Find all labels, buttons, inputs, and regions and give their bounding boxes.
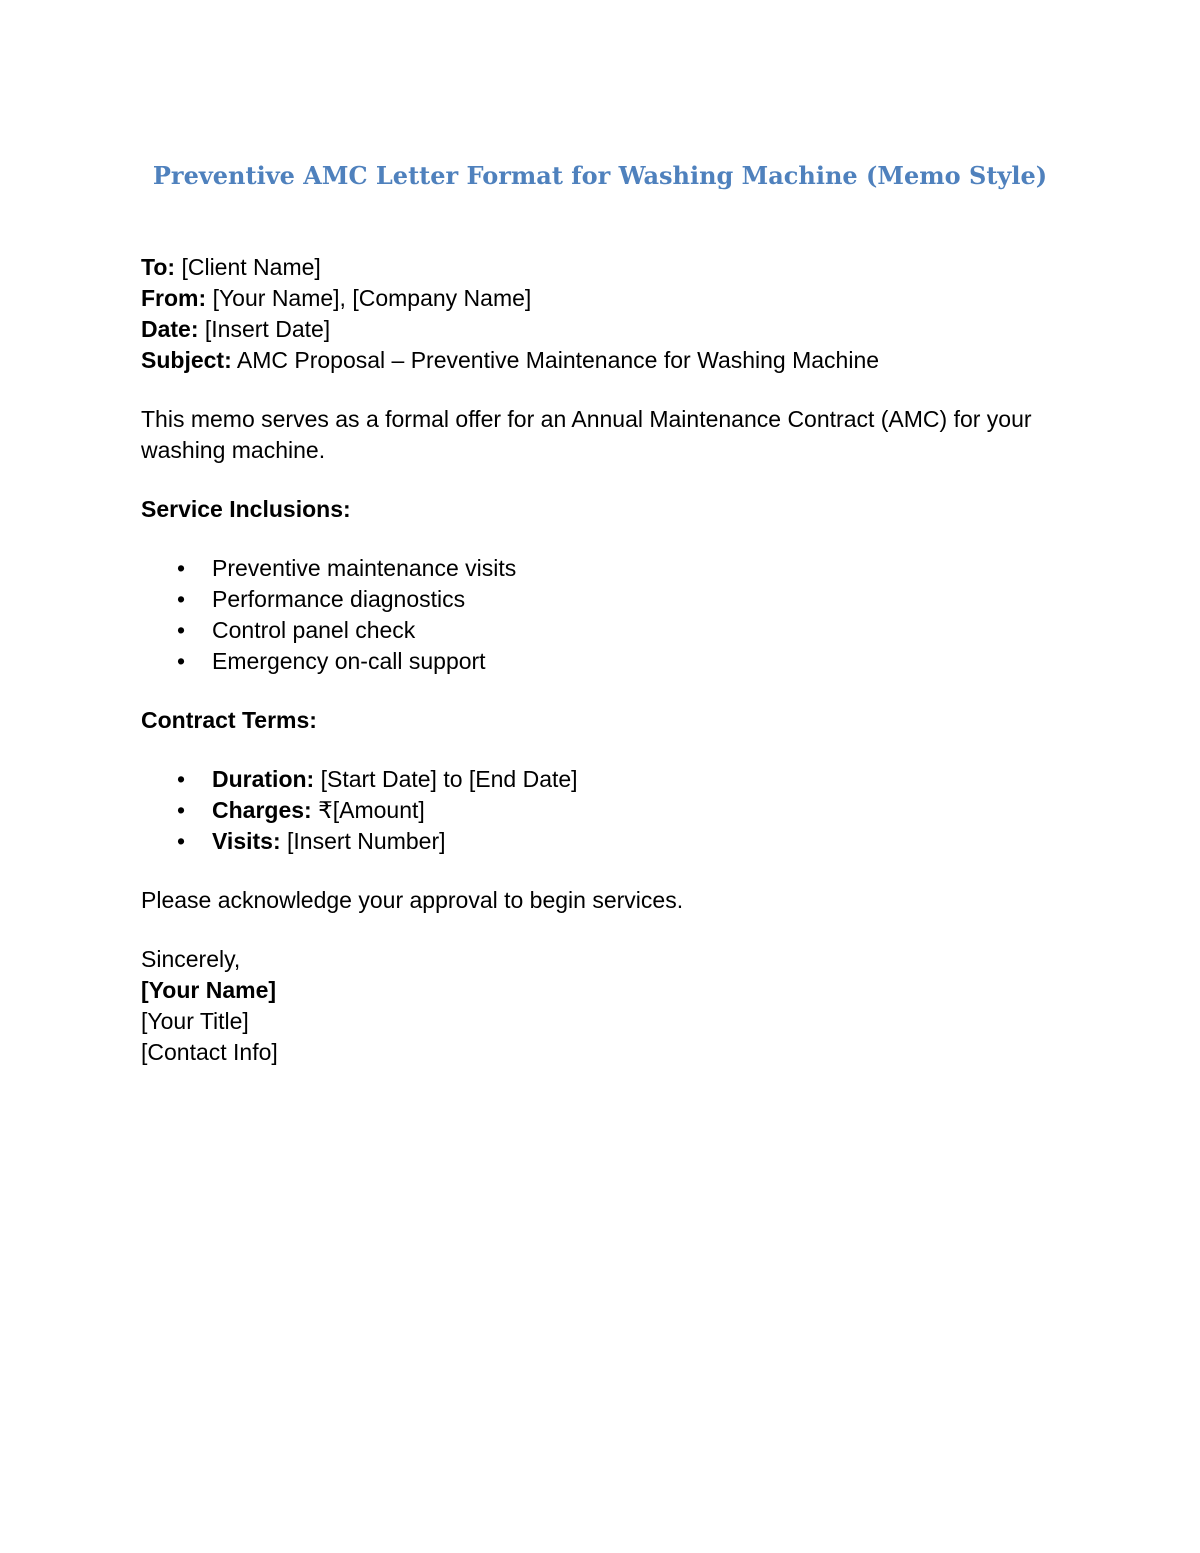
memo-from-line	[141, 283, 1061, 314]
list-item	[141, 764, 1061, 795]
closing-request: Please acknowledge your approval to begin services.	[141, 887, 684, 913]
list-item-text: Control panel check	[212, 617, 416, 643]
bullet-icon: •	[176, 797, 186, 823]
list-item-text: Emergency on-call support	[212, 648, 486, 674]
memo-date-line	[141, 314, 1061, 345]
bullet-icon: •	[176, 648, 186, 674]
bullet-icon: •	[176, 766, 186, 792]
date-value: [Insert Date]	[204, 316, 331, 342]
subject-value: AMC Proposal – Preventive Maintenance for Washing Machine	[236, 347, 880, 373]
list-item	[141, 826, 1061, 857]
page-title: Preventive AMC Letter Format for Washing Machine (Memo Style)	[152, 161, 1048, 190]
intro-paragraph: This memo serves as a formal offer for an Annual Maintenance Contract (AMC) for your washing machine.	[141, 406, 1032, 463]
service-inclusions-heading: Service Inclusions:	[141, 496, 351, 522]
contract-terms-list	[141, 764, 1061, 857]
from-label: From:	[141, 285, 207, 311]
term-label: Duration:	[212, 766, 315, 792]
signature-salutation: Sincerely,	[141, 946, 241, 972]
date-label: Date:	[141, 316, 199, 342]
contract-terms-heading: Contract Terms:	[141, 707, 317, 733]
list-item	[141, 615, 1061, 646]
memo-to-line	[141, 252, 1061, 283]
signature-name: [Your Name]	[141, 977, 277, 1003]
bullet-icon: •	[176, 828, 186, 854]
term-label: Charges:	[212, 797, 312, 823]
term-value: ₹[Amount]	[318, 797, 425, 823]
list-item	[141, 795, 1061, 826]
service-inclusions-list	[141, 553, 1061, 677]
bullet-icon: •	[176, 555, 186, 581]
from-value: [Your Name], [Company Name]	[212, 285, 532, 311]
signature-contact: [Contact Info]	[141, 1039, 278, 1065]
list-item	[141, 584, 1061, 615]
list-item-text: Performance diagnostics	[212, 586, 466, 612]
term-value: [Insert Number]	[287, 828, 446, 854]
signature-title: [Your Title]	[141, 1008, 249, 1034]
to-value: [Client Name]	[181, 254, 321, 280]
to-label: To:	[141, 254, 176, 280]
list-item	[141, 646, 1061, 677]
bullet-icon: •	[176, 617, 186, 643]
term-value: [Start Date] to [End Date]	[320, 766, 578, 792]
memo-body	[141, 252, 1061, 1068]
list-item-text: Preventive maintenance visits	[212, 555, 517, 581]
term-label: Visits:	[212, 828, 281, 854]
list-item	[141, 553, 1061, 584]
bullet-icon: •	[176, 586, 186, 612]
memo-subject-line	[141, 345, 1061, 376]
subject-label: Subject:	[141, 347, 232, 373]
